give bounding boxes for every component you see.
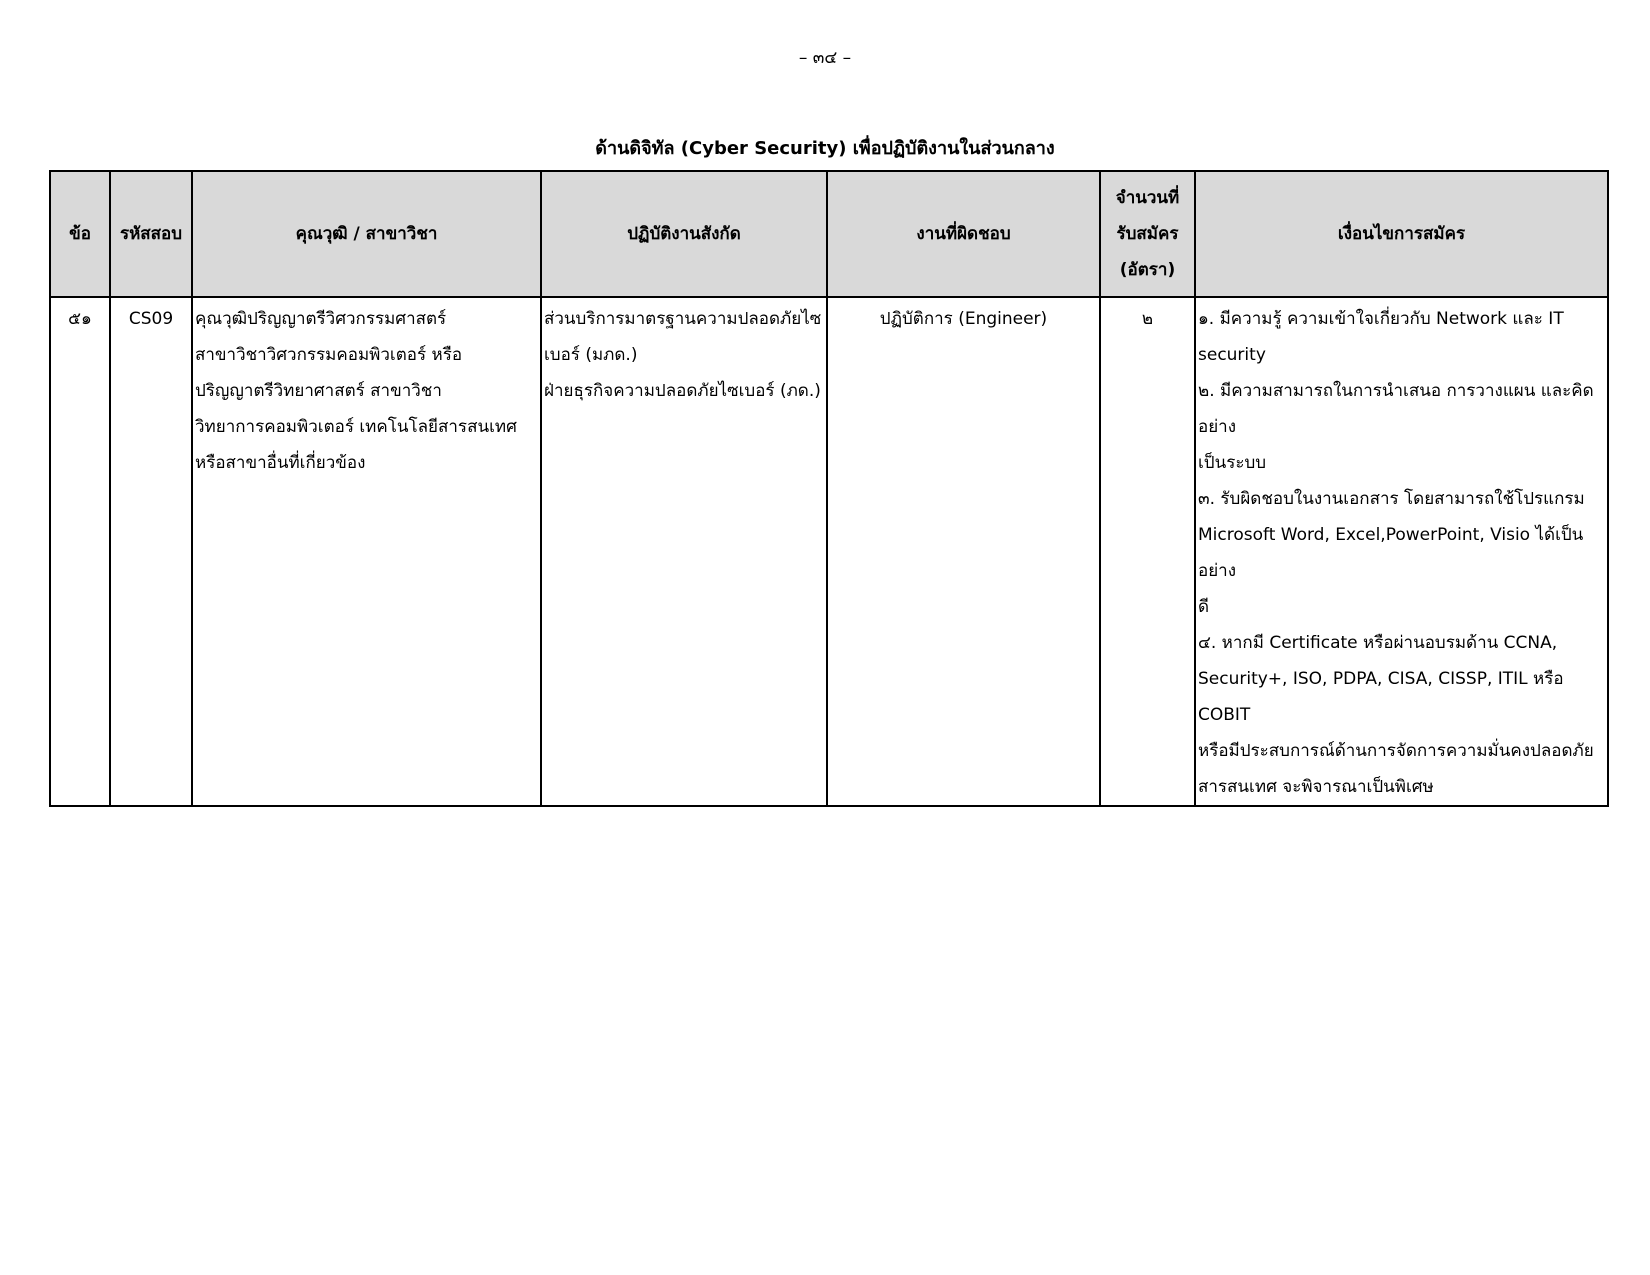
qualification-line: คุณวุฒิปริญญาตรีวิศวกรรมศาสตร์ xyxy=(195,309,447,329)
cell-department xyxy=(541,297,827,806)
condition-line: security xyxy=(1198,345,1266,365)
header-count-line: (อัตรา) xyxy=(1119,260,1176,280)
header-qualification: คุณวุฒิ / สาขาวิชา xyxy=(192,171,541,297)
header-duty: งานที่ผิดชอบ xyxy=(827,171,1100,297)
condition-line: หรือมีประสบการณ์ด้านการจัดการความมั่นคงปลอดภัย xyxy=(1198,741,1594,761)
department-line: ฝ่ายธุรกิจความปลอดภัยไซเบอร์ (ภด.) xyxy=(544,381,821,401)
cell-count: ๒ xyxy=(1100,297,1195,806)
condition-line: ๔. หากมี Certificate หรือผ่านอบรมด้าน CCNA, xyxy=(1198,633,1558,653)
cell-exam-code: CS09 xyxy=(110,297,192,806)
header-conditions: เงื่อนไขการสมัคร xyxy=(1195,171,1608,297)
condition-line: ๒. มีความสามารถในการนำเสนอ การวางแผน และคิดอย่าง xyxy=(1198,381,1594,437)
condition-line: สารสนเทศ จะพิจารณาเป็นพิเศษ xyxy=(1198,777,1434,797)
condition-line: Security+, ISO, PDPA, CISA, CISSP, ITIL หรือ COBIT xyxy=(1198,669,1564,725)
header-count-line: จำนวนที่ xyxy=(1115,188,1180,208)
header-count-line: รับสมัคร xyxy=(1116,224,1179,244)
cell-conditions xyxy=(1195,297,1608,806)
cell-no: ๕๑ xyxy=(50,297,110,806)
qualification-line: หรือสาขาอื่นที่เกี่ยวข้อง xyxy=(195,453,366,473)
positions-table xyxy=(49,170,1609,807)
department-line: ส่วนบริการมาตรฐานความปลอดภัยไซ xyxy=(544,309,822,329)
page-number: – ๓๔ – xyxy=(798,48,852,68)
header-no: ข้อ xyxy=(50,171,110,297)
table-header-row xyxy=(50,171,1608,297)
table-row xyxy=(50,297,1608,806)
condition-line: Microsoft Word, Excel,PowerPoint, Visio ได้เป็นอย่าง xyxy=(1198,525,1584,581)
condition-line: ๑. มีความรู้ ความเข้าใจเกี่ยวกับ Network และ IT xyxy=(1198,309,1564,329)
condition-line: ดี xyxy=(1198,597,1210,617)
qualification-line: วิทยาการคอมพิวเตอร์ เทคโนโลยีสารสนเทศ xyxy=(195,417,517,437)
qualification-line: ปริญญาตรีวิทยาศาสตร์ สาขาวิชา xyxy=(195,381,442,401)
condition-line: ๓. รับผิดชอบในงานเอกสาร โดยสามารถใช้โปรแกรม xyxy=(1198,489,1585,509)
department-line: เบอร์ (มภด.) xyxy=(544,345,638,365)
header-department: ปฏิบัติงานสังกัด xyxy=(541,171,827,297)
header-exam-code: รหัสสอบ xyxy=(110,171,192,297)
header-count xyxy=(1100,171,1195,297)
document-title: ด้านดิจิทัล (Cyber Security) เพื่อปฏิบัติงานในส่วนกลาง xyxy=(595,138,1055,159)
qualification-line: สาขาวิชาวิศวกรรมคอมพิวเตอร์ หรือ xyxy=(195,345,463,365)
condition-line: เป็นระบบ xyxy=(1198,453,1267,473)
cell-duty: ปฏิบัติการ (Engineer) xyxy=(827,297,1100,806)
cell-qualification xyxy=(192,297,541,806)
